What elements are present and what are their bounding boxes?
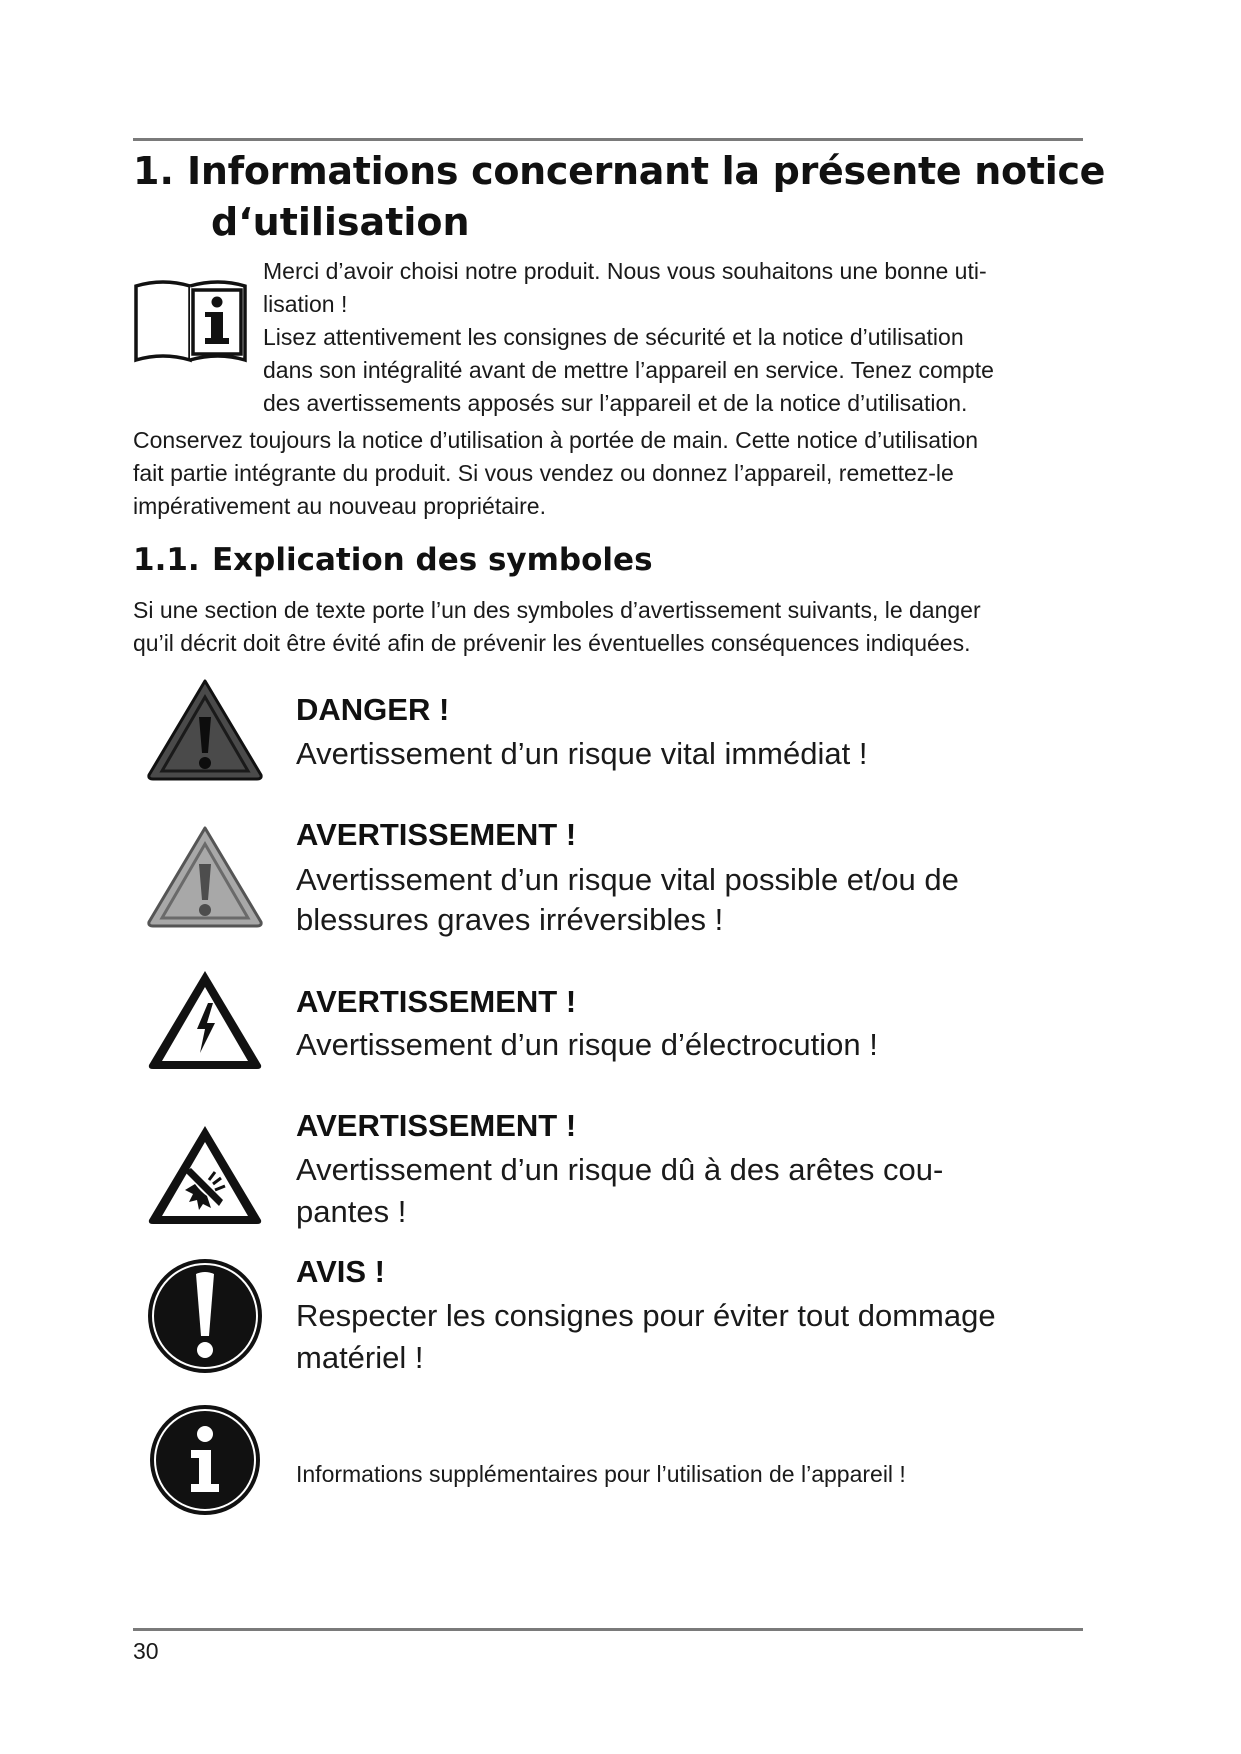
- intro-text: [263, 255, 1093, 420]
- sharp-edges-triangle-icon: [145, 1120, 265, 1240]
- section-title-line1: Informations concernant la présente notice: [187, 149, 1106, 193]
- danger-warning-triangle-icon: [145, 675, 265, 795]
- intro-line: Merci d’avoir choisi notre produit. Nous vous souhaitons une bonne uti-: [263, 258, 987, 284]
- symbol-description: Informations supplémentaires pour l’utilisation de l’appareil !: [296, 1461, 906, 1487]
- subsection-title: Explication des symboles: [212, 542, 653, 578]
- symbol-description: matériel !: [296, 1340, 424, 1375]
- paragraph-line: qu’il décrit doit être évité afin de prévenir les éventuelles conséquences indiquées.: [133, 630, 971, 656]
- paragraph-line: fait partie intégrante du produit. Si vous vendez ou donnez l’appareil, remettez-le: [133, 460, 954, 486]
- exclamation-circle-icon: [145, 1256, 265, 1376]
- symbol-description: pantes !: [296, 1194, 407, 1229]
- keep-notice-paragraph: [133, 424, 1093, 523]
- symbol-heading: AVERTISSEMENT !: [296, 1108, 577, 1143]
- paragraph-line: impérativement au nouveau propriétaire.: [133, 493, 546, 519]
- symbol-description: Avertissement d’un risque d’électrocution !: [296, 1027, 878, 1062]
- symbol-heading: AVERTISSEMENT !: [296, 817, 577, 852]
- bottom-rule: [133, 1628, 1083, 1631]
- intro-line: des avertissements apposés sur l’appareil et de la notice d’utilisation.: [263, 390, 968, 416]
- section-title-line2: d‘utilisation: [211, 200, 470, 244]
- symbols-intro-paragraph: [133, 594, 1093, 660]
- symbol-description: Avertissement d’un risque vital possible et/ou de: [296, 862, 959, 897]
- paragraph-line: Conservez toujours la notice d’utilisation à portée de main. Cette notice d’utilisation: [133, 427, 979, 453]
- symbol-description: blessures graves irréversibles !: [296, 902, 724, 937]
- symbol-heading: AVERTISSEMENT !: [296, 984, 577, 1019]
- top-rule: [133, 138, 1083, 141]
- electric-shock-triangle-icon: [145, 965, 265, 1085]
- intro-line: dans son intégralité avant de mettre l’appareil en service. Tenez compte: [263, 357, 994, 383]
- symbol-description: Avertissement d’un risque vital immédiat !: [296, 736, 868, 771]
- page-number: 30: [133, 1638, 159, 1664]
- info-circle-icon: [145, 1400, 265, 1520]
- intro-line: lisation !: [263, 291, 348, 317]
- subsection-number: 1.1.: [133, 542, 200, 578]
- section-number: 1.: [133, 149, 174, 193]
- read-manual-icon: [133, 278, 248, 364]
- warning-triangle-icon: [145, 822, 265, 942]
- symbol-description: Avertissement d’un risque dû à des arêtes cou-: [296, 1152, 944, 1187]
- symbol-description: Respecter les consignes pour éviter tout dommage: [296, 1298, 996, 1333]
- intro-line: Lisez attentivement les consignes de sécurité et la notice d’utilisation: [263, 324, 964, 350]
- subsection-heading: [133, 540, 1033, 580]
- symbol-heading: AVIS !: [296, 1254, 385, 1289]
- symbol-heading: DANGER !: [296, 692, 450, 727]
- paragraph-line: Si une section de texte porte l’un des symboles d’avertissement suivants, le danger: [133, 597, 981, 623]
